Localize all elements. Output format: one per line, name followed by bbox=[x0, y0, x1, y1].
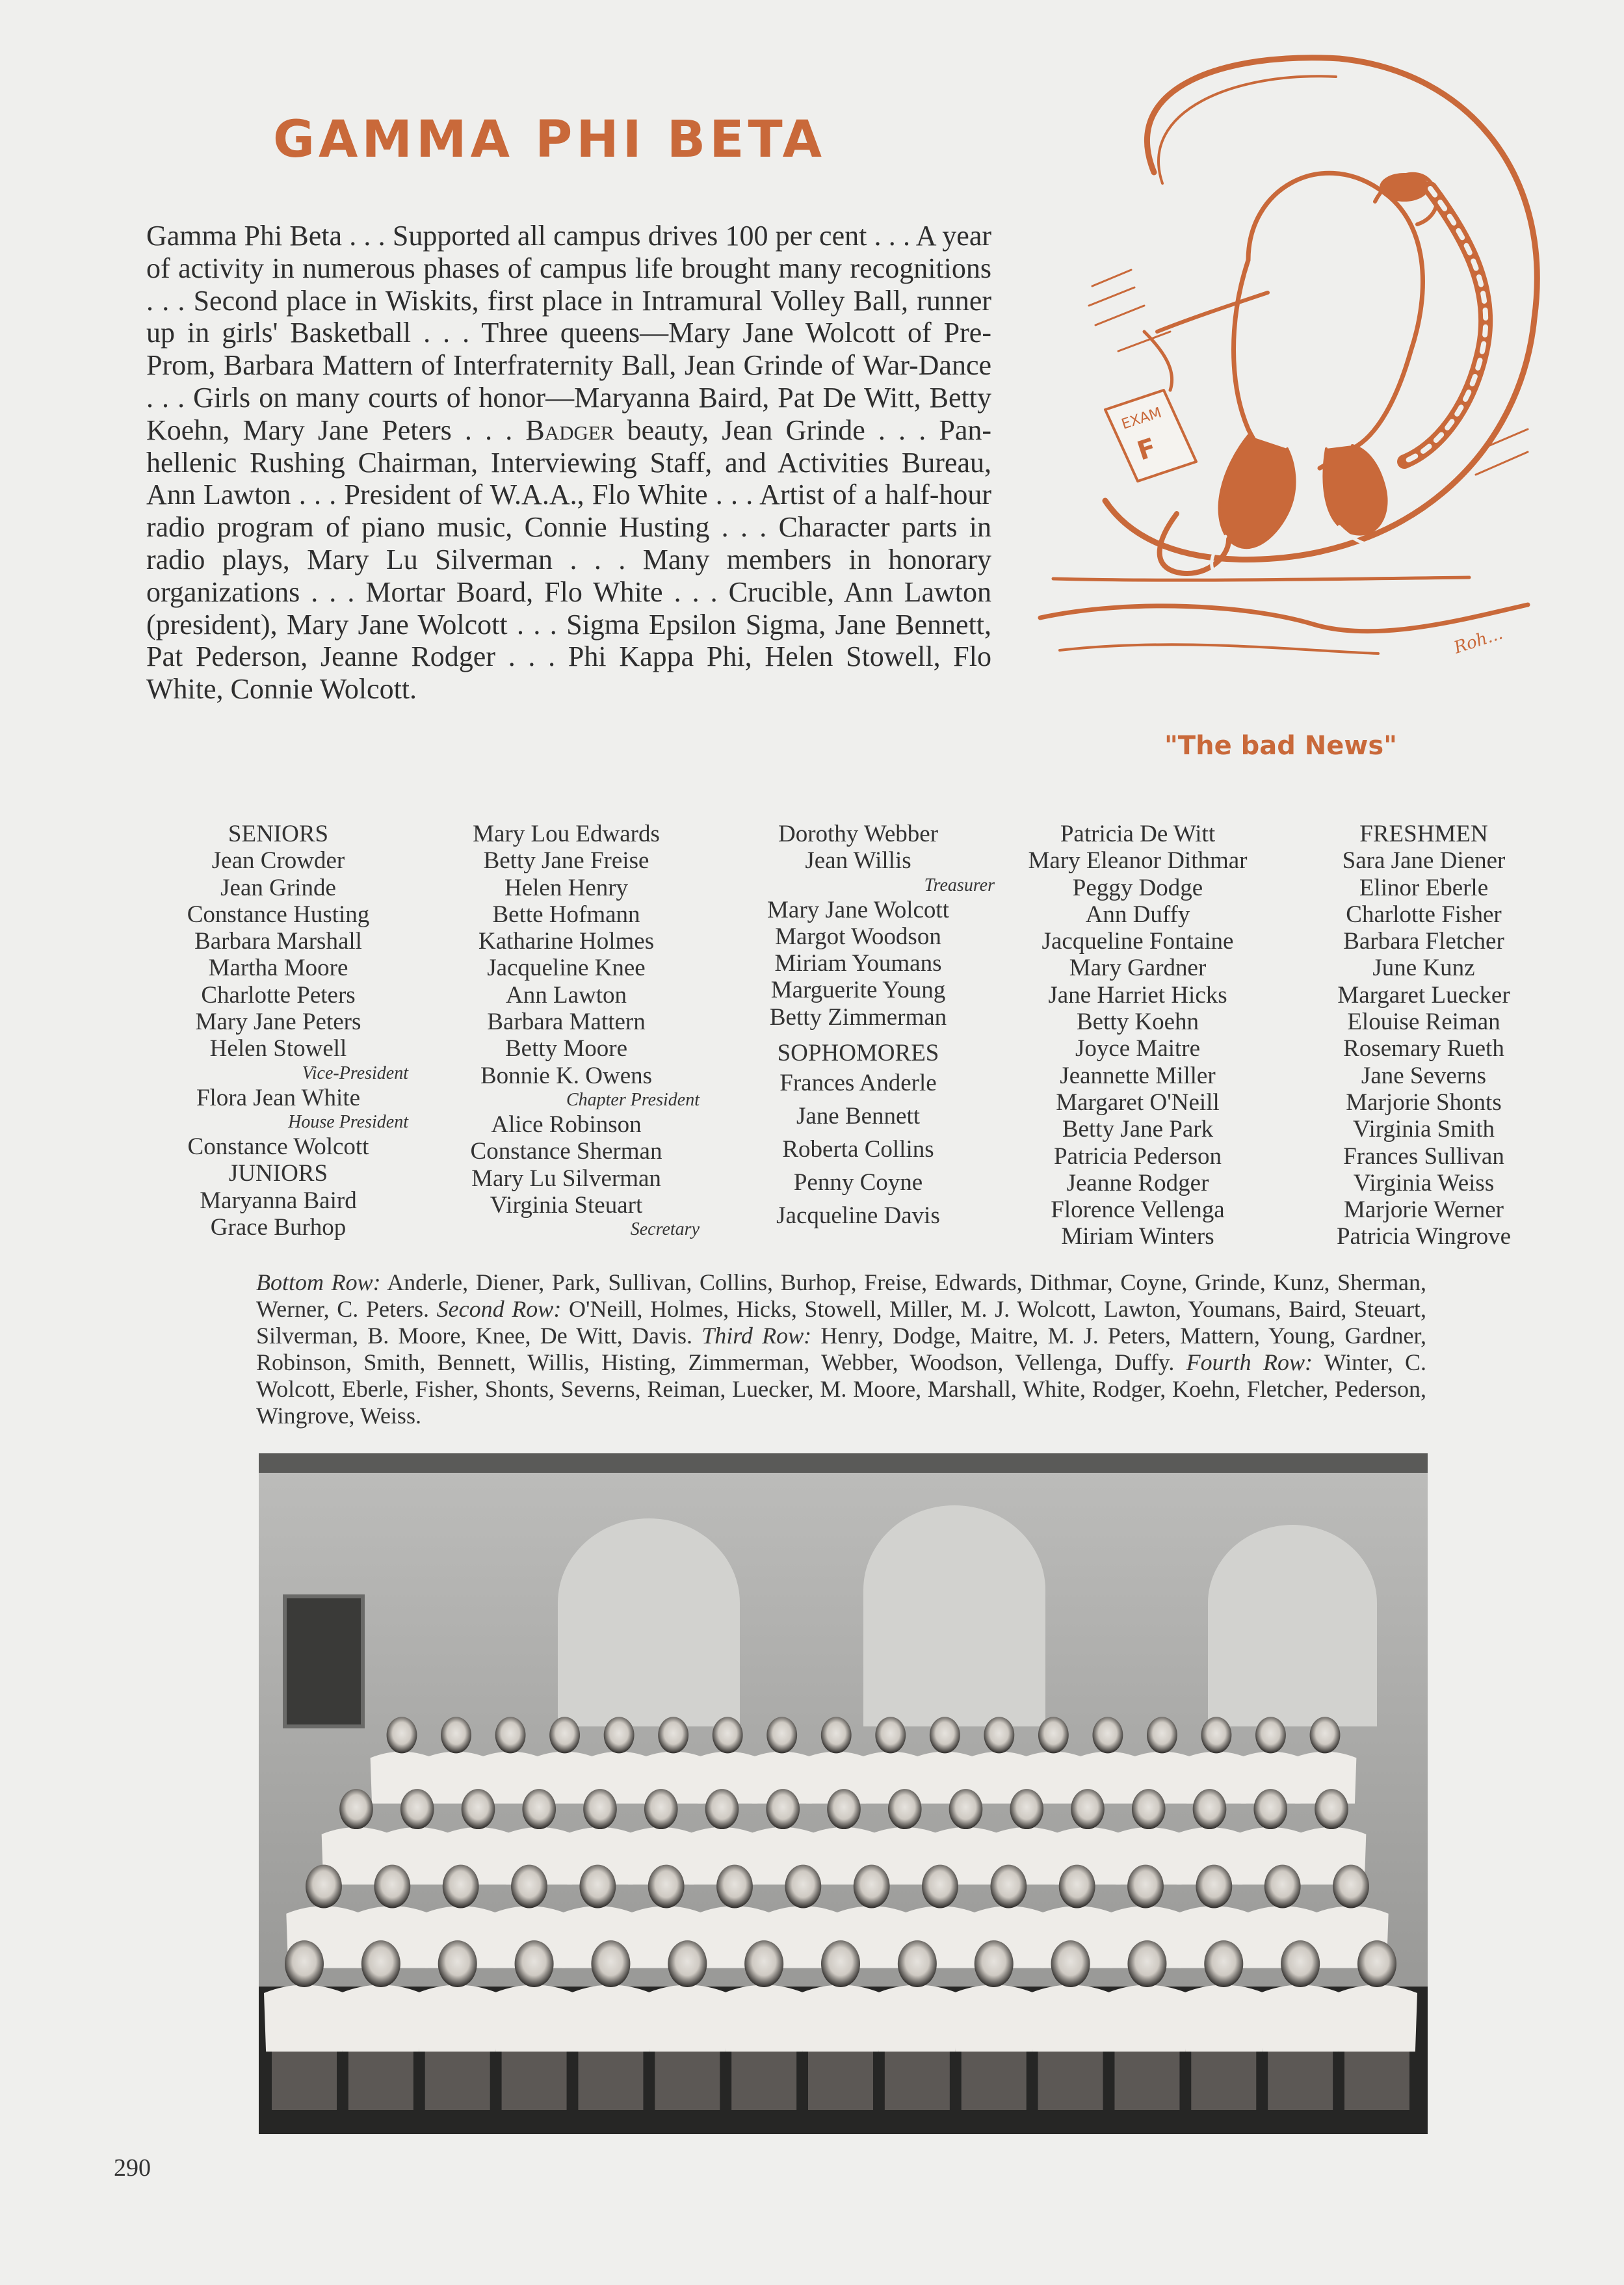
member-name: Jane Severns bbox=[1361, 1062, 1487, 1089]
bad-news-cartoon-illustration bbox=[1014, 46, 1560, 696]
member-skirt bbox=[962, 2052, 1027, 2110]
member-head bbox=[583, 1789, 617, 1829]
member-head bbox=[668, 1940, 707, 1987]
member-name: Jean Willis bbox=[805, 847, 911, 875]
member-head bbox=[1127, 1940, 1166, 1987]
member-body bbox=[1107, 1985, 1187, 2052]
member-head bbox=[1127, 1865, 1164, 1909]
member-head bbox=[1357, 1940, 1396, 1987]
member-body bbox=[647, 1985, 727, 2052]
second-row-names: O'Neill, Holmes, Hicks, Stowell, Miller, M. J. Wolcott, Lawton, Youmans, Baird, Steuart, Silverman, B. Moore, Knee, De Witt, Davis. bbox=[256, 1296, 1427, 1349]
member-head bbox=[591, 1940, 630, 1987]
fourth-row-label: Fourth Row: bbox=[1186, 1349, 1313, 1375]
member-head bbox=[1310, 1717, 1341, 1753]
third-row-names: Henry, Dodge, Maitre, M. J. Peters, Mattern, Young, Gardner, Robinson, Smith, Bennett, Willis, Histing, Zimmerman, Webber, Woodson, Vellenga, Duffy. bbox=[256, 1323, 1426, 1375]
group-photo bbox=[259, 1453, 1428, 2134]
member-head bbox=[1281, 1940, 1320, 1987]
member-head bbox=[975, 1940, 1014, 1987]
roster-column-5 bbox=[1313, 821, 1534, 1250]
member-head bbox=[1147, 1717, 1177, 1753]
member-name: Barbara Mattern bbox=[487, 1009, 646, 1036]
member-head bbox=[785, 1865, 821, 1909]
member-name: Helen Henry bbox=[504, 874, 629, 901]
member-skirt bbox=[1191, 2052, 1256, 2110]
member-name: Grace Burhop bbox=[210, 1213, 347, 1241]
member-head bbox=[495, 1717, 526, 1753]
member-name: Mary Eleanor Dithmar bbox=[1028, 847, 1248, 875]
member-name: Frances Sullivan bbox=[1343, 1142, 1504, 1170]
cartoon-signature: Roh... bbox=[1451, 624, 1506, 658]
member-body bbox=[570, 1985, 651, 2052]
member-head bbox=[827, 1789, 861, 1829]
member-skirt bbox=[272, 2052, 337, 2110]
member-head bbox=[766, 1789, 800, 1829]
member-name: Patricia De Witt bbox=[1060, 821, 1216, 847]
member-head bbox=[1315, 1789, 1348, 1829]
member-head bbox=[285, 1940, 324, 1987]
cartoon-caption: "The bad News" bbox=[1164, 731, 1398, 761]
member-head bbox=[438, 1940, 477, 1987]
member-name: Barbara Marshall bbox=[194, 928, 362, 955]
member-name: Charlotte Peters bbox=[201, 981, 356, 1009]
member-name: Elinor Eberle bbox=[1359, 874, 1489, 901]
member-name: Jean Grinde bbox=[220, 874, 336, 901]
roster-column-4 bbox=[1001, 821, 1274, 1250]
member-name: Margaret O'Neill bbox=[1056, 1089, 1220, 1116]
member-name: Jacqueline Davis bbox=[776, 1202, 940, 1230]
member-skirt bbox=[1344, 2052, 1409, 2110]
bottom-row-names: Anderle, Diener, Park, Sullivan, Collins, Burhop, Freise, Edwards, Dithmar, Coyne, Grinde, Kunz, Sherman, Werner, C. Peters. bbox=[256, 1269, 1427, 1322]
member-head bbox=[930, 1717, 960, 1753]
member-head bbox=[400, 1789, 434, 1829]
officer-title: House President bbox=[288, 1111, 408, 1132]
member-head bbox=[579, 1865, 616, 1909]
member-body bbox=[341, 1985, 421, 2052]
member-head bbox=[705, 1789, 739, 1829]
class-heading: SENIORS bbox=[228, 821, 329, 847]
member-body bbox=[1260, 1985, 1341, 2052]
member-head bbox=[648, 1865, 685, 1909]
member-head bbox=[1255, 1717, 1286, 1753]
member-name: Marjorie Shonts bbox=[1346, 1089, 1502, 1116]
member-head bbox=[1092, 1717, 1123, 1753]
member-head bbox=[744, 1940, 783, 1987]
page-number: 290 bbox=[114, 2154, 151, 2182]
member-head bbox=[549, 1717, 580, 1753]
bottom-row-label: Bottom Row: bbox=[256, 1269, 381, 1295]
member-name: Margaret Luecker bbox=[1337, 981, 1510, 1009]
member-name: Barbara Fletcher bbox=[1343, 928, 1504, 955]
member-name: Helen Stowell bbox=[209, 1035, 347, 1063]
member-head bbox=[1132, 1789, 1166, 1829]
class-heading: JUNIORS bbox=[228, 1160, 328, 1187]
member-head bbox=[1201, 1717, 1232, 1753]
member-name: Jane Bennett bbox=[796, 1103, 921, 1130]
member-name: Virginia Smith bbox=[1352, 1116, 1495, 1143]
member-name: Jacqueline Fontaine bbox=[1041, 928, 1234, 955]
member-head bbox=[854, 1865, 890, 1909]
member-name: Charlotte Fisher bbox=[1346, 901, 1502, 928]
roster-column-3 bbox=[722, 821, 995, 1232]
member-name: Constance Sherman bbox=[470, 1138, 662, 1165]
member-name: Marjorie Werner bbox=[1344, 1196, 1504, 1224]
member-head bbox=[821, 1940, 860, 1987]
member-head bbox=[716, 1865, 753, 1909]
member-head bbox=[949, 1789, 983, 1829]
member-name: Constance Wolcott bbox=[187, 1133, 369, 1160]
member-head bbox=[441, 1717, 471, 1753]
member-name: Alice Robinson bbox=[491, 1111, 642, 1138]
member-head bbox=[1010, 1789, 1043, 1829]
member-head bbox=[644, 1789, 678, 1829]
class-heading: FRESHMEN bbox=[1359, 821, 1488, 847]
member-skirt bbox=[1268, 2052, 1333, 2110]
member-head bbox=[658, 1717, 688, 1753]
officer-title: Secretary bbox=[630, 1219, 700, 1240]
member-name: Jeanne Rodger bbox=[1066, 1169, 1209, 1196]
member-name: Bette Hofmann bbox=[492, 901, 640, 928]
member-head bbox=[339, 1789, 373, 1829]
member-body bbox=[800, 1985, 881, 2052]
second-row-label: Second Row: bbox=[436, 1296, 562, 1322]
member-head bbox=[888, 1789, 922, 1829]
member-skirt bbox=[808, 2052, 873, 2110]
member-head bbox=[1264, 1865, 1301, 1909]
member-name: Betty Jane Freise bbox=[483, 847, 649, 875]
member-head bbox=[511, 1865, 547, 1909]
member-head bbox=[1059, 1865, 1095, 1909]
member-name: Joyce Maitre bbox=[1075, 1035, 1201, 1063]
member-name: Virginia Steuart bbox=[490, 1191, 643, 1219]
member-head bbox=[766, 1717, 797, 1753]
intro-paragraph bbox=[146, 220, 991, 706]
member-name: Betty Jane Park bbox=[1062, 1116, 1214, 1143]
member-name: Jean Crowder bbox=[211, 847, 345, 875]
member-name: Bonnie K. Owens bbox=[480, 1062, 653, 1089]
member-name: Ann Duffy bbox=[1085, 901, 1190, 928]
member-name: June Kunz bbox=[1372, 955, 1475, 982]
member-name: Jacqueline Knee bbox=[487, 955, 646, 982]
member-skirt bbox=[425, 2052, 490, 2110]
member-name: Marguerite Young bbox=[770, 977, 946, 1004]
member-body bbox=[1337, 1985, 1417, 2052]
member-skirt bbox=[655, 2052, 720, 2110]
member-skirt bbox=[731, 2052, 796, 2110]
member-skirt bbox=[502, 2052, 567, 2110]
member-name: Patricia Wingrove bbox=[1336, 1223, 1512, 1250]
officer-title: Treasurer bbox=[924, 875, 995, 895]
photo-group-members bbox=[264, 1717, 1417, 2110]
member-head bbox=[1253, 1789, 1287, 1829]
member-body bbox=[724, 1985, 804, 2052]
photo-caption bbox=[256, 1269, 1426, 1429]
officer-title: Chapter President bbox=[566, 1089, 700, 1110]
member-name: Sara Jane Diener bbox=[1342, 847, 1506, 875]
member-name: Florence Vellenga bbox=[1051, 1196, 1225, 1224]
member-name: Jeannette Miller bbox=[1060, 1062, 1216, 1089]
member-name: Ann Lawton bbox=[506, 981, 627, 1009]
member-head bbox=[306, 1865, 342, 1909]
member-head bbox=[821, 1717, 852, 1753]
member-name: Betty Koehn bbox=[1076, 1009, 1199, 1036]
member-body bbox=[264, 1985, 345, 2052]
member-name: Mary Jane Peters bbox=[195, 1009, 361, 1036]
member-name: Margot Woodson bbox=[775, 923, 941, 950]
member-head bbox=[387, 1717, 417, 1753]
member-head bbox=[1051, 1940, 1090, 1987]
member-head bbox=[515, 1940, 554, 1987]
member-head bbox=[875, 1717, 906, 1753]
member-name: Mary Lou Edwards bbox=[473, 821, 660, 847]
member-head bbox=[1333, 1865, 1369, 1909]
member-head bbox=[1038, 1717, 1069, 1753]
member-head bbox=[990, 1865, 1027, 1909]
member-name: Virginia Weiss bbox=[1353, 1169, 1495, 1196]
intro-text-part2: beauty, Jean Grinde . . . Pan-hellenic Rushing Chairman, Interviewing Staff, and Activities Bureau, Ann Lawton . . . President of W.A.A., Flo White . . . Artist of a half-hour radio program of piano music, Connie Husting . . . Character parts in radio plays, Mary Lu Silverman . . . Many members in honorary organizations . . . Mortar Board, Flo White . . . Crucible, Ann Lawton (president), Mary Jane Wolcott . . . Sigma Epsilon Sigma, Jane Bennett, Pat Pederson, Jeanne Rodger . . . Phi Kappa Phi, Helen Stowell, Flo White, Connie Wolcott. bbox=[146, 414, 991, 706]
member-name: Miriam Winters bbox=[1061, 1223, 1214, 1250]
roster-column-1 bbox=[148, 821, 408, 1241]
member-skirt bbox=[1038, 2052, 1103, 2110]
member-head bbox=[984, 1717, 1014, 1753]
cartoon-exam-paper bbox=[1105, 390, 1196, 481]
member-name: Betty Moore bbox=[504, 1035, 628, 1063]
member-body bbox=[877, 1985, 958, 2052]
cartoon-paper-label: EXAM bbox=[1120, 404, 1164, 433]
member-head bbox=[604, 1717, 635, 1753]
member-name: Betty Zimmerman bbox=[769, 1003, 947, 1031]
member-name: Mary Lu Silverman bbox=[471, 1165, 661, 1192]
member-name: Roberta Collins bbox=[782, 1136, 934, 1163]
member-head bbox=[713, 1717, 743, 1753]
fourth-row-names: Winter, C. Wolcott, Eberle, Fisher, Shonts, Severns, Reiman, Luecker, M. Moore, Marshall, White, Rodger, Koehn, Fletcher, Pederson, Wingrove, Weiss. bbox=[256, 1349, 1427, 1429]
member-name: Rosemary Rueth bbox=[1343, 1035, 1504, 1063]
cartoon-halo-ring bbox=[1105, 58, 1537, 560]
intro-text-part1: Gamma Phi Beta . . . Supported all campus drives 100 per cent . . . A year of activity in numerous phases of campus life brought many recognitions . . . Second place in Wiskits, first place in Intramural Volley Ball, runner up in girls' Basketball . . . Three queens—Mary Jane Wolcott of Pre-Prom, Barbara Mattern of Interfraternity Ball, Jean Grinde of War-Dance . . . Girls on many courts of honor—Maryanna Baird, Pat De Witt, Betty Koehn, Mary Jane Peters . . . bbox=[146, 220, 991, 446]
member-head bbox=[361, 1940, 400, 1987]
member-body bbox=[1030, 1985, 1111, 2052]
member-name: Mary Gardner bbox=[1069, 955, 1207, 982]
member-head bbox=[462, 1789, 495, 1829]
member-name: Flora Jean White bbox=[196, 1084, 361, 1111]
member-body bbox=[1183, 1985, 1264, 2052]
cartoon-grade-mark: F bbox=[1133, 432, 1160, 467]
member-name: Frances Anderle bbox=[779, 1070, 937, 1097]
photo-arches bbox=[558, 1505, 1377, 1726]
member-name: Elouise Reiman bbox=[1347, 1009, 1500, 1036]
third-row-label: Third Row: bbox=[701, 1323, 812, 1349]
member-head bbox=[443, 1865, 479, 1909]
member-name: Mary Jane Wolcott bbox=[767, 896, 949, 923]
member-name: Dorothy Webber bbox=[778, 821, 939, 847]
member-name: Constance Husting bbox=[187, 901, 370, 928]
badger-small-caps: Badger bbox=[525, 414, 614, 446]
member-head bbox=[922, 1865, 958, 1909]
member-name: Penny Coyne bbox=[793, 1169, 923, 1196]
member-body bbox=[954, 1985, 1034, 2052]
member-name: Maryanna Baird bbox=[200, 1187, 357, 1214]
member-name: Jane Harriet Hicks bbox=[1048, 981, 1227, 1009]
member-body bbox=[417, 1985, 498, 2052]
member-skirt bbox=[578, 2052, 643, 2110]
member-body bbox=[494, 1985, 575, 2052]
member-skirt bbox=[885, 2052, 950, 2110]
member-name: Martha Moore bbox=[208, 955, 348, 982]
member-head bbox=[898, 1940, 937, 1987]
member-skirt bbox=[348, 2052, 413, 2110]
page-title: GAMMA PHI BETA bbox=[273, 111, 826, 169]
officer-title: Vice-President bbox=[302, 1063, 408, 1083]
member-name: Miriam Youmans bbox=[774, 950, 942, 977]
member-head bbox=[1071, 1789, 1105, 1829]
roster-column-2 bbox=[433, 821, 700, 1241]
member-name: Katharine Holmes bbox=[478, 928, 655, 955]
spacer bbox=[722, 1031, 995, 1040]
member-name: Peggy Dodge bbox=[1072, 874, 1203, 901]
member-head bbox=[1196, 1865, 1232, 1909]
member-head bbox=[374, 1865, 410, 1909]
member-head bbox=[1204, 1940, 1243, 1987]
member-head bbox=[522, 1789, 556, 1829]
member-head bbox=[1193, 1789, 1227, 1829]
member-name: Patricia Pederson bbox=[1054, 1142, 1222, 1170]
member-skirt bbox=[1114, 2052, 1179, 2110]
cartoon-figure bbox=[1144, 173, 1486, 471]
class-heading: SOPHOMORES bbox=[777, 1040, 939, 1067]
